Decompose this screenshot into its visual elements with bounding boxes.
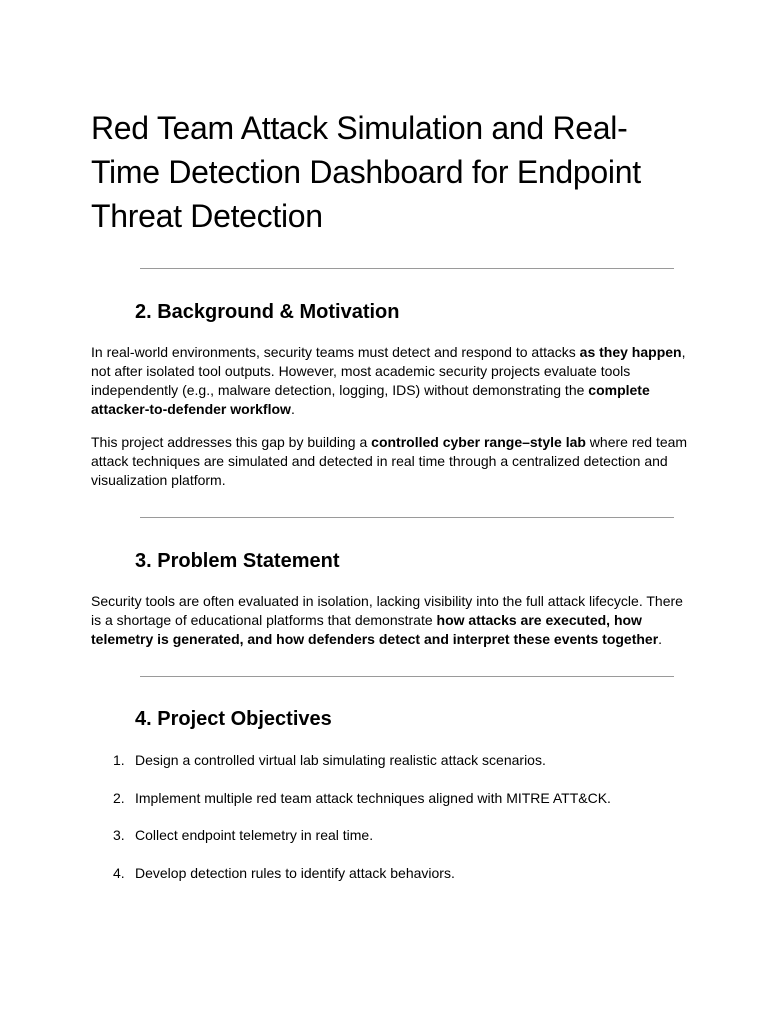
objective-item bbox=[0, 863, 768, 883]
objective-number: 2. bbox=[113, 790, 125, 806]
background-p2-text-2: where red team attack techniques are simulated and detected in real time through a centralized detection and visualization platform. bbox=[91, 434, 688, 488]
section-divider bbox=[140, 676, 674, 677]
section-heading-problem: 3. Problem Statement bbox=[135, 550, 340, 572]
objective-text: Develop detection rules to identify attack behaviors. bbox=[135, 865, 455, 881]
objective-text: Collect endpoint telemetry in real time. bbox=[135, 827, 374, 843]
background-p2-bold-1: controlled cyber range–style lab bbox=[371, 434, 586, 450]
objective-text: Design a controlled virtual lab simulating realistic attack scenarios. bbox=[135, 752, 546, 768]
problem-p1-bold-1: how attacks are executed, how telemetry is generated, and how defenders detect and interpret these events together bbox=[91, 612, 659, 647]
objective-item bbox=[0, 825, 768, 845]
section-divider bbox=[140, 268, 674, 269]
background-paragraph-1 bbox=[91, 343, 691, 419]
objective-number: 4. bbox=[113, 865, 125, 881]
objective-item bbox=[0, 750, 768, 770]
background-p2-text-1: This project addresses this gap by building a bbox=[91, 434, 372, 450]
section-heading-background: 2. Background & Motivation bbox=[135, 301, 400, 323]
document-title: Red Team Attack Simulation and Real-Time Detection Dashboard for Endpoint Threat Detection bbox=[91, 110, 641, 234]
objective-number: 1. bbox=[113, 752, 125, 768]
background-p1-bold-1: as they happen bbox=[579, 344, 682, 360]
background-p1-text-2: , not after isolated tool outputs. However, most academic security projects evaluate tools independently (e.g., malware detection, logging, IDS) without demonstrating the bbox=[91, 344, 686, 398]
background-p1-bold-2: complete attacker-to-defender workflow bbox=[91, 382, 650, 417]
section-divider bbox=[140, 517, 674, 518]
objective-number: 3. bbox=[113, 827, 125, 843]
problem-p1-text-2: . bbox=[658, 631, 663, 647]
background-paragraph-2 bbox=[91, 433, 691, 490]
objective-item bbox=[0, 788, 768, 808]
problem-p1-text-1: Security tools are often evaluated in isolation, lacking visibility into the full attack lifecycle. There is a shortage of educational platforms that demonstrate bbox=[91, 593, 683, 628]
objective-text: Implement multiple red team attack techniques aligned with MITRE ATT&CK. bbox=[135, 790, 611, 806]
background-p1-text-3: . bbox=[290, 401, 295, 417]
section-heading-objectives: 4. Project Objectives bbox=[135, 708, 332, 730]
problem-paragraph bbox=[91, 592, 691, 649]
background-p1-text-1: In real-world environments, security teams must detect and respond to attacks bbox=[91, 344, 580, 360]
